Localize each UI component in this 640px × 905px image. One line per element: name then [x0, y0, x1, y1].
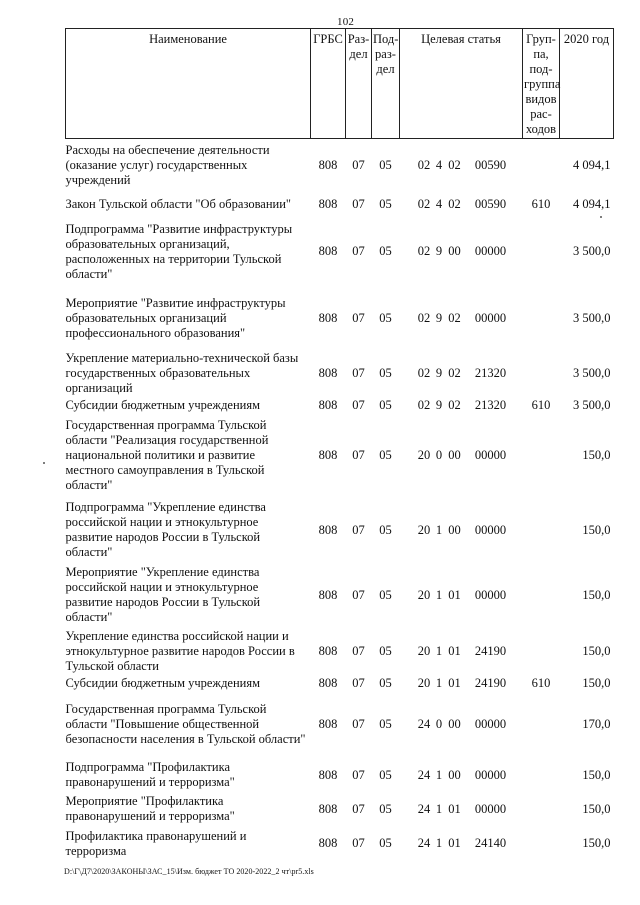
row-podrazdel: 05 — [379, 836, 392, 850]
budget-table — [65, 28, 614, 862]
row-target-article — [400, 287, 523, 350]
target-part-direction: 24190 — [474, 644, 507, 658]
target-part-direction: 00590 — [474, 196, 507, 211]
row-value-2020: 4 094,1 — [573, 196, 611, 211]
table-row — [66, 350, 614, 398]
row-value-2020: 150,0 — [582, 587, 611, 602]
table-row — [66, 287, 614, 350]
row-name: Подпрограмма "Профилактика правонарушений и терроризма" — [65, 760, 235, 789]
target-part-event: 02 — [448, 157, 461, 172]
row-grbs: 808 — [318, 366, 338, 380]
row-podrazdel: 05 — [379, 398, 392, 412]
target-part-direction: 00000 — [474, 522, 507, 537]
target-part-event: 01 — [448, 836, 461, 850]
row-razdel: 07 — [352, 644, 365, 658]
row-value-2020: 4 094,1 — [573, 157, 611, 172]
row-expense-group — [523, 793, 560, 826]
row-name: Мероприятие "Укрепление единства российской нации и этнокультурное развитие народов России в Тульской области" — [65, 565, 261, 624]
target-part-event: 00 — [448, 244, 461, 258]
row-podrazdel: 05 — [379, 310, 392, 325]
row-value-2020: 3 500,0 — [573, 366, 611, 380]
row-value-2020: 150,0 — [582, 644, 611, 658]
row-grbs: 808 — [318, 587, 338, 602]
row-name: Укрепление единства российской нации и этнокультурное развитие народов России в Тульской области — [65, 629, 295, 673]
target-part-program: 24 — [417, 801, 431, 816]
target-part-direction: 00590 — [474, 157, 507, 172]
row-name: Государственная программа Тульской области "Реализация государственной национальной политики и развитие местного самоуправления в Тульской области" — [65, 418, 269, 492]
row-target-article — [400, 758, 523, 793]
row-razdel: 07 — [352, 244, 365, 258]
target-part-direction: 24190 — [474, 676, 507, 690]
target-part-program: 20 — [417, 644, 431, 658]
target-part-event: 01 — [448, 587, 461, 602]
row-podrazdel: 05 — [379, 717, 392, 731]
row-podrazdel: 05 — [379, 676, 392, 690]
row-value-2020: 3 500,0 — [573, 244, 611, 258]
row-razdel: 07 — [352, 836, 365, 850]
target-part-subprogram: 1 — [435, 836, 443, 850]
target-part-program: 20 — [417, 522, 431, 537]
header-target: Целевая статья — [400, 29, 523, 139]
target-part-program: 20 — [417, 587, 431, 602]
file-path-footer: D:\Г\Д7\2020\ЗАКОНЫ\ЗАС_15\Изм. бюджет ТО 2020-2022_2 чт\pr5.xls — [64, 867, 314, 876]
row-expense-group: 610 — [531, 398, 551, 412]
row-target-article — [400, 192, 523, 217]
table-row — [66, 498, 614, 563]
target-part-direction: 00000 — [474, 310, 507, 325]
target-part-subprogram: 1 — [435, 522, 443, 537]
row-razdel: 07 — [352, 448, 365, 462]
target-part-subprogram: 9 — [435, 366, 443, 380]
row-expense-group — [523, 350, 560, 398]
row-expense-group — [523, 826, 560, 862]
target-part-program: 02 — [417, 366, 431, 380]
row-target-article — [400, 793, 523, 826]
target-part-event: 00 — [448, 448, 461, 462]
target-part-subprogram: 1 — [435, 801, 443, 816]
table-header — [66, 29, 614, 139]
row-expense-group: 610 — [531, 196, 551, 211]
target-part-event: 01 — [448, 676, 461, 690]
row-target-article — [400, 676, 523, 692]
target-part-program: 20 — [417, 448, 431, 462]
header-name: Наименование — [66, 29, 311, 139]
target-part-event: 02 — [448, 310, 461, 325]
row-podrazdel: 05 — [379, 522, 392, 537]
row-value-2020: 170,0 — [582, 717, 611, 731]
target-part-subprogram: 4 — [435, 196, 443, 211]
row-target-article — [400, 350, 523, 398]
table-row — [66, 628, 614, 676]
row-razdel: 07 — [352, 767, 365, 782]
row-name: Укрепление материально-технической базы государственных образовательных организаций — [65, 351, 299, 395]
row-razdel: 07 — [352, 522, 365, 537]
row-target-article — [400, 217, 523, 287]
row-expense-group — [523, 498, 560, 563]
header-razdel: Раз-дел — [346, 29, 372, 139]
row-podrazdel: 05 — [379, 196, 392, 211]
row-razdel: 07 — [352, 310, 365, 325]
row-value-2020: 150,0 — [582, 767, 611, 782]
target-part-event: 02 — [448, 398, 461, 412]
row-value-2020: 3 500,0 — [573, 398, 611, 412]
row-expense-group: 610 — [531, 676, 551, 690]
row-value-2020: 150,0 — [582, 522, 611, 537]
row-razdel: 07 — [352, 801, 365, 816]
row-podrazdel: 05 — [379, 366, 392, 380]
row-name: Мероприятие "Развитие инфраструктуры образовательных организаций профессионального образования" — [65, 295, 286, 340]
row-podrazdel: 05 — [379, 644, 392, 658]
table-row — [66, 217, 614, 287]
target-part-program: 24 — [417, 717, 431, 731]
row-podrazdel: 05 — [379, 801, 392, 816]
target-part-direction: 00000 — [474, 767, 507, 782]
row-target-article — [400, 414, 523, 498]
target-part-subprogram: 1 — [435, 644, 443, 658]
row-expense-group — [523, 414, 560, 498]
target-part-event: 01 — [448, 644, 461, 658]
target-part-direction: 00000 — [474, 587, 507, 602]
row-name: Расходы на обеспечение деятельности (оказание услуг) государственных учреждений — [65, 142, 270, 187]
row-target-article — [400, 826, 523, 862]
row-target-article — [400, 139, 523, 192]
row-grbs: 808 — [318, 767, 338, 782]
row-razdel: 07 — [352, 717, 365, 731]
row-target-article — [400, 398, 523, 414]
target-part-program: 24 — [417, 767, 431, 782]
target-part-direction: 21320 — [474, 366, 507, 380]
table-row — [66, 793, 614, 826]
row-expense-group — [523, 563, 560, 628]
table-row — [66, 398, 614, 414]
row-name: Мероприятие "Профилактика правонарушений и терроризма" — [65, 794, 235, 823]
row-value-2020: 3 500,0 — [573, 310, 611, 325]
row-name: Закон Тульской области "Об образовании" — [65, 196, 292, 211]
row-grbs: 808 — [318, 310, 338, 325]
target-part-direction: 00000 — [474, 717, 507, 731]
row-grbs: 808 — [318, 196, 338, 211]
row-grbs: 808 — [318, 717, 338, 731]
target-part-program: 02 — [417, 157, 431, 172]
target-part-direction: 00000 — [474, 448, 507, 462]
table-row — [66, 192, 614, 217]
target-part-program: 24 — [417, 836, 431, 850]
row-expense-group — [523, 217, 560, 287]
row-name: Подпрограмма "Развитие инфраструктуры образовательных организаций, расположенных на территории Тульской области" — [65, 221, 293, 281]
row-podrazdel: 05 — [379, 448, 392, 462]
header-year: 2020 год — [560, 29, 614, 139]
row-grbs: 808 — [318, 448, 338, 462]
row-razdel: 07 — [352, 587, 365, 602]
page-number: 102 — [337, 16, 355, 28]
budget-table-container — [65, 28, 613, 862]
target-part-subprogram: 9 — [435, 310, 443, 325]
target-part-subprogram: 1 — [435, 767, 443, 782]
target-part-program: 02 — [417, 310, 431, 325]
row-grbs: 808 — [318, 157, 338, 172]
target-part-event: 02 — [448, 366, 461, 380]
row-target-article — [400, 563, 523, 628]
row-expense-group — [523, 758, 560, 793]
row-razdel: 07 — [352, 676, 365, 690]
row-value-2020: 150,0 — [582, 801, 611, 816]
row-name: Профилактика правонарушений и терроризма — [65, 828, 247, 858]
target-part-subprogram: 9 — [435, 398, 443, 412]
scan-speck — [600, 216, 602, 218]
row-value-2020: 150,0 — [582, 836, 611, 850]
row-razdel: 07 — [352, 398, 365, 412]
row-grbs: 808 — [318, 644, 338, 658]
row-name: Субсидии бюджетным учреждениям — [65, 676, 261, 690]
target-part-subprogram: 9 — [435, 244, 443, 258]
row-value-2020: 150,0 — [582, 676, 611, 690]
row-expense-group — [523, 287, 560, 350]
row-grbs: 808 — [318, 522, 338, 537]
row-expense-group — [523, 692, 560, 758]
table-row — [66, 414, 614, 498]
row-razdel: 07 — [352, 196, 365, 211]
target-part-program: 02 — [417, 398, 431, 412]
row-value-2020: 150,0 — [582, 448, 611, 462]
target-part-program: 02 — [417, 196, 431, 211]
target-part-direction: 00000 — [474, 244, 507, 258]
target-part-event: 02 — [448, 196, 461, 211]
row-expense-group — [523, 139, 560, 192]
row-grbs: 808 — [318, 836, 338, 850]
table-row — [66, 563, 614, 628]
table-row — [66, 139, 614, 192]
target-part-program: 02 — [417, 244, 431, 258]
target-part-direction: 00000 — [474, 801, 507, 816]
header-podrazdel: Под-раз-дел — [372, 29, 400, 139]
row-grbs: 808 — [318, 676, 338, 690]
row-target-article — [400, 628, 523, 676]
row-name: Подпрограмма "Укрепление единства российской нации и этнокультурное развитие народов России в Тульской области" — [65, 500, 266, 559]
row-expense-group — [523, 628, 560, 676]
table-row — [66, 826, 614, 862]
target-part-event: 00 — [448, 767, 461, 782]
row-target-article — [400, 692, 523, 758]
table-row — [66, 676, 614, 692]
row-target-article — [400, 498, 523, 563]
row-podrazdel: 05 — [379, 244, 392, 258]
header-grbs: ГРБС — [311, 29, 346, 139]
table-body — [66, 139, 614, 862]
target-part-subprogram: 4 — [435, 157, 443, 172]
row-podrazdel: 05 — [379, 587, 392, 602]
row-razdel: 07 — [352, 366, 365, 380]
row-grbs: 808 — [318, 398, 338, 412]
target-part-subprogram: 1 — [435, 676, 443, 690]
row-grbs: 808 — [318, 244, 338, 258]
target-part-subprogram: 0 — [435, 717, 443, 731]
target-part-event: 00 — [448, 717, 461, 731]
header-group: Груп-па, под-группа видов рас-ходов — [523, 29, 560, 139]
table-row — [66, 758, 614, 793]
target-part-direction: 24140 — [474, 836, 507, 850]
target-part-event: 00 — [448, 522, 461, 537]
target-part-event: 01 — [448, 801, 461, 816]
row-grbs: 808 — [318, 801, 338, 816]
target-part-direction: 21320 — [474, 398, 507, 412]
row-name: Государственная программа Тульской области "Повышение общественной безопасности населения в Тульской области" — [65, 702, 306, 746]
target-part-subprogram: 1 — [435, 587, 443, 602]
row-name: Субсидии бюджетным учреждениям — [65, 398, 261, 412]
row-podrazdel: 05 — [379, 767, 392, 782]
row-razdel: 07 — [352, 157, 365, 172]
table-row — [66, 692, 614, 758]
target-part-subprogram: 0 — [435, 448, 443, 462]
row-podrazdel: 05 — [379, 157, 392, 172]
scan-speck — [43, 462, 45, 464]
target-part-program: 20 — [417, 676, 431, 690]
